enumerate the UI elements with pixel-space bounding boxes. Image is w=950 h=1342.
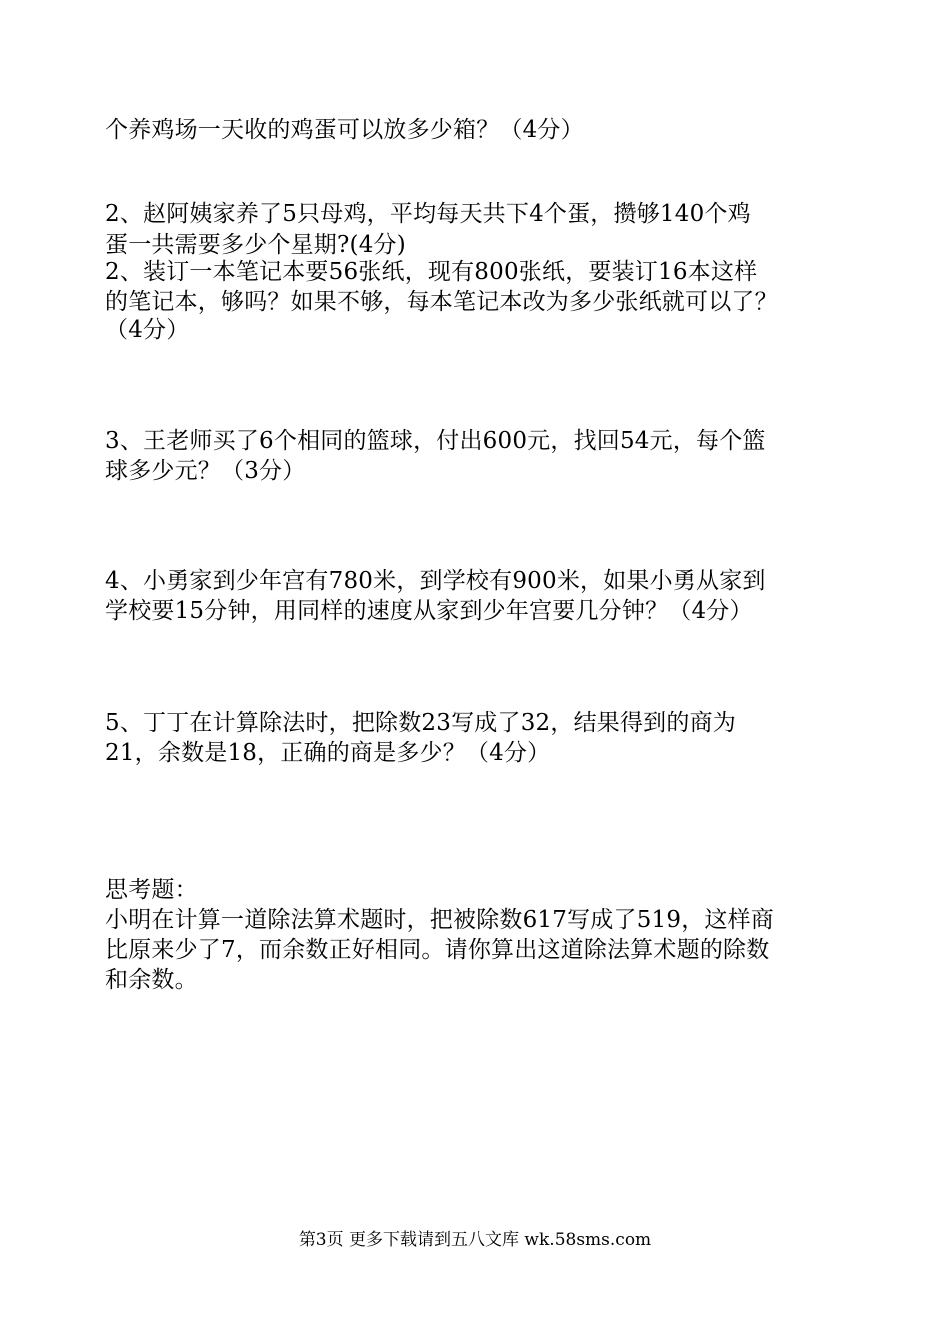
problem-5-line-1: 5、丁丁在计算除法时，把除数23写成了32，结果得到的商为 [105, 710, 736, 736]
problem-3-line-1: 3、王老师买了6个相同的篮球，付出600元，找回54元，每个篮 [105, 428, 766, 454]
thinking-question-heading: 思考题： [105, 877, 198, 903]
thinking-question-line-3: 和余数。 [105, 967, 198, 993]
problem-2b-line-1: 2、装订一本笔记本要56张纸，现有800张纸，要装订16本这样 [105, 259, 758, 285]
problem-3-line-2: 球多少元？（3分） [105, 458, 306, 484]
problem-2a-line-2: 蛋一共需要多少个星期?(4分) [105, 232, 406, 258]
problem-2b-line-2: 的笔记本，够吗？如果不够，每本笔记本改为多少张纸就可以了？ [105, 289, 778, 315]
thinking-question-line-2: 比原来少了7，而余数正好相同。请你算出这道除法算术题的除数 [105, 937, 770, 963]
problem-2a-line-1: 2、赵阿姨家养了5只母鸡，平均每天共下4个蛋，攒够140个鸡 [105, 201, 751, 227]
page-footer: 第3页 更多下载请到五八文库 wk.58sms.com [298, 1230, 652, 1250]
problem-2b-line-3: （4分） [105, 317, 190, 343]
thinking-question-line-1: 小明在计算一道除法算术题时，把被除数617写成了519，这样商 [105, 907, 774, 933]
problem-5-line-2: 21，余数是18，正确的商是多少？（4分） [105, 740, 551, 766]
problem-4-line-1: 4、小勇家到少年宫有780米，到学校有900米，如果小勇从家到 [105, 568, 766, 594]
problem-continuation-line: 个养鸡场一天收的鸡蛋可以放多少箱？（4分） [105, 117, 584, 143]
problem-4-line-2: 学校要15分钟，用同样的速度从家到少年宫要几分钟？（4分） [105, 598, 753, 624]
